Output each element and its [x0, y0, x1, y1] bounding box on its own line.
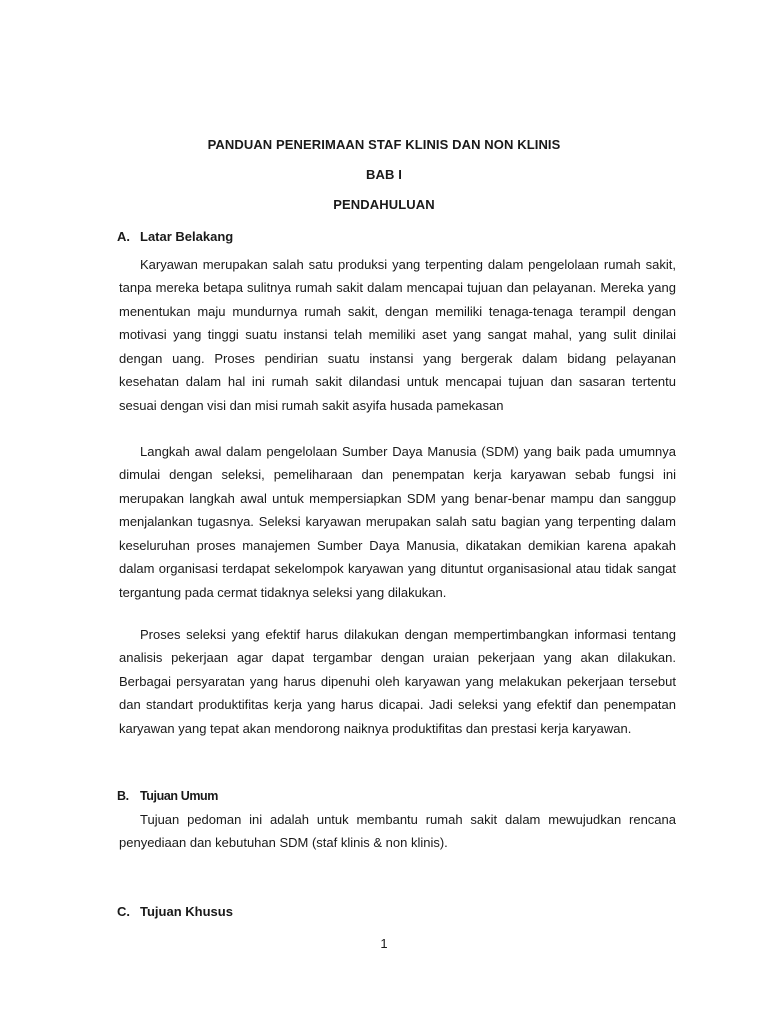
section-a-title: Latar Belakang [140, 229, 234, 244]
section-a-number: A. [117, 229, 130, 244]
section-b-number: B. [117, 789, 129, 803]
section-a-paragraph-3: Proses seleksi yang efektif harus dilakukan dengan mempertimbangkan informasi tentang analisis pekerjaan agar dapat tergambar dengan uraian pekerjaan yang akan dilakukan. Berbagai persyaratan yang harus dipenuhi oleh karyawan yang melakukan pekerjaan tersebut dan standart produktifitas kerja yang harus dicapai. Jadi seleksi yang efektif dan penempatan karyawan yang tepat akan mendorong naiknya produktifitas dan prestasi kerja karyawan. [119, 627, 676, 736]
section-c-heading [117, 904, 233, 919]
section-b-paragraph-1: Tujuan pedoman ini adalah untuk membantu rumah sakit dalam mewujudkan rencana penyediaan dan kebutuhan SDM (staf klinis & non klinis). [119, 812, 676, 851]
page-number: 1 [380, 936, 388, 951]
chapter-number: BAB I [366, 167, 402, 182]
document-title: PANDUAN PENERIMAAN STAF KLINIS DAN NON KLINIS [207, 137, 561, 152]
section-b-heading [117, 789, 218, 803]
section-c-title: Tujuan Khusus [140, 904, 233, 919]
section-b-title: Tujuan Umum [140, 789, 219, 803]
section-a-paragraph-2: Langkah awal dalam pengelolaan Sumber Daya Manusia (SDM) yang baik pada umumnya dimulai dengan seleksi, pemeliharaan dan penempatan kerja karyawan sebab fungsi ini merupakan langkah awal untuk mempersiapkan SDM yang benar-benar mampu dan sanggup menjalankan tugasnya. Seleksi karyawan merupakan salah satu bagian yang terpenting dalam keseluruhan proses manajemen Sumber Daya Manusia, dikatakan demikian karena apakah dalam organisasi terdapat sekelompok karyawan yang dituntut organisasional atau tidak sangat tergantung pada cermat tidaknya seleksi yang dilakukan. [119, 444, 676, 600]
section-a-paragraph-1: Karyawan merupakan salah satu produksi yang terpenting dalam pengelolaan rumah sakit, tanpa mereka betapa sulitnya rumah sakit dalam mencapai tujuan dan pelayanan. Mereka yang menentukan maju mundurnya rumah sakit, dengan memiliki tenaga-tenaga terampil dengan motivasi yang tinggi suatu instansi telah memiliki aset yang sangat mahal, yang sulit dinilai dengan uang. Proses pendirian suatu instansi yang bergerak dalam bidang pelayanan kesehatan dalam hal ini rumah sakit dilandasi untuk mencapai tujuan dan sasaran tertentu sesuai dengan visi dan misi rumah sakit asyifa husada pamekasan [119, 257, 676, 413]
chapter-title: PENDAHULUAN [333, 197, 435, 212]
section-a-heading [117, 229, 233, 244]
section-c-number: C. [117, 904, 130, 919]
